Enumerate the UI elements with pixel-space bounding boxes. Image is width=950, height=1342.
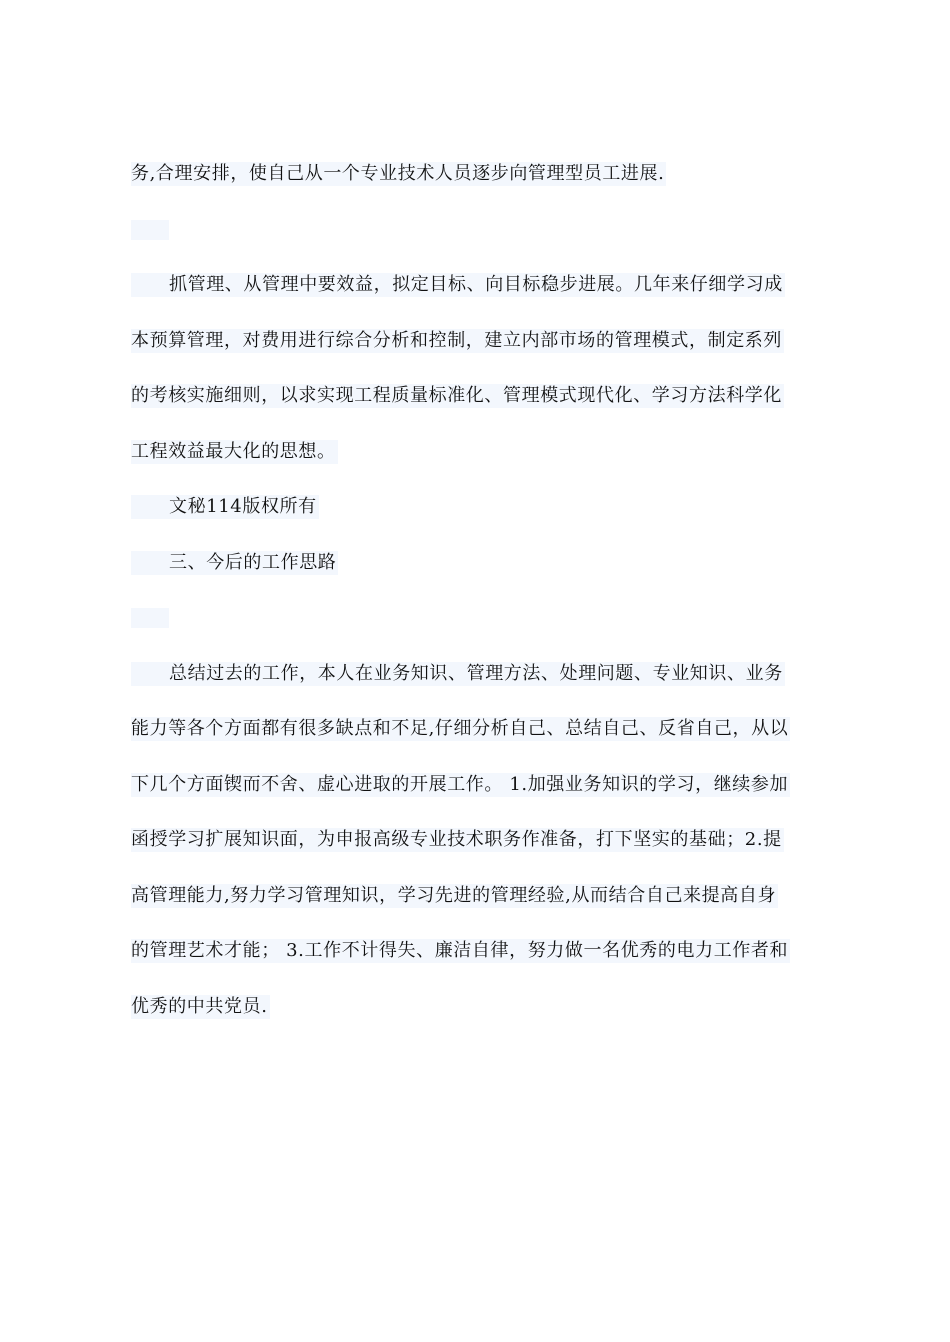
line-text: 高管理能力,努力学习管理知识，学习先进的管理经验,从而结合自己来提高自身: [131, 884, 777, 906]
document-body: [131, 146, 819, 1034]
paragraph-line: [131, 424, 819, 480]
blank-highlight: [131, 608, 169, 628]
copyright-line: [131, 479, 819, 535]
paragraph-line: [131, 757, 819, 813]
line-text: 能力等各个方面都有很多缺点和不足,仔细分析自己、总结自己、反省自己，从以: [131, 718, 789, 739]
line-text: 的考核实施细则，以求实现工程质量标准化、管理模式现代化、学习方法科学化: [131, 385, 782, 406]
line-text: 本预算管理，对费用进行综合分析和控制，建立内部市场的管理模式，制定系列: [131, 329, 782, 351]
line-text: 抓管理、从管理中要效益，拟定目标、向目标稳步进展。几年来仔细学习成: [169, 274, 783, 295]
line-text: 优秀的中共党员.: [131, 995, 268, 1017]
line-text: 务,合理安排，使自己从一个专业技术人员逐步向管理型员工进展.: [131, 163, 665, 184]
paragraph-line: [131, 812, 819, 868]
line-text: 函授学习扩展知识面，为申报高级专业技术职务作准备，打下坚实的基础；2.提: [131, 829, 782, 850]
copyright-text: 文秘114版权所有: [169, 496, 317, 517]
blank-line: [131, 202, 819, 258]
paragraph-line: [131, 701, 819, 757]
blank-highlight: [131, 220, 169, 240]
section-heading: [131, 535, 819, 591]
paragraph-line: [131, 923, 819, 979]
line-text: 下几个方面锲而不舍、虚心进取的开展工作。 1.加强业务知识的学习，继续参加: [131, 773, 789, 795]
paragraph-line: [131, 313, 819, 369]
line-text: 的管理艺术才能； 3.工作不计得失、廉洁自律，努力做一名优秀的电力工作者和: [131, 940, 789, 961]
paragraph-line: [131, 257, 819, 313]
paragraph-line: [131, 868, 819, 924]
paragraph-line: [131, 368, 819, 424]
paragraph-line: [131, 646, 819, 702]
paragraph-line: [131, 979, 819, 1035]
line-text: 总结过去的工作，本人在业务知识、管理方法、处理问题、专业知识、业务: [169, 662, 783, 684]
section-heading-text: 三、今后的工作思路: [169, 551, 337, 573]
line-text: 工程效益最大化的思想。: [131, 440, 336, 462]
blank-line: [131, 590, 819, 646]
paragraph-line: [131, 146, 819, 202]
